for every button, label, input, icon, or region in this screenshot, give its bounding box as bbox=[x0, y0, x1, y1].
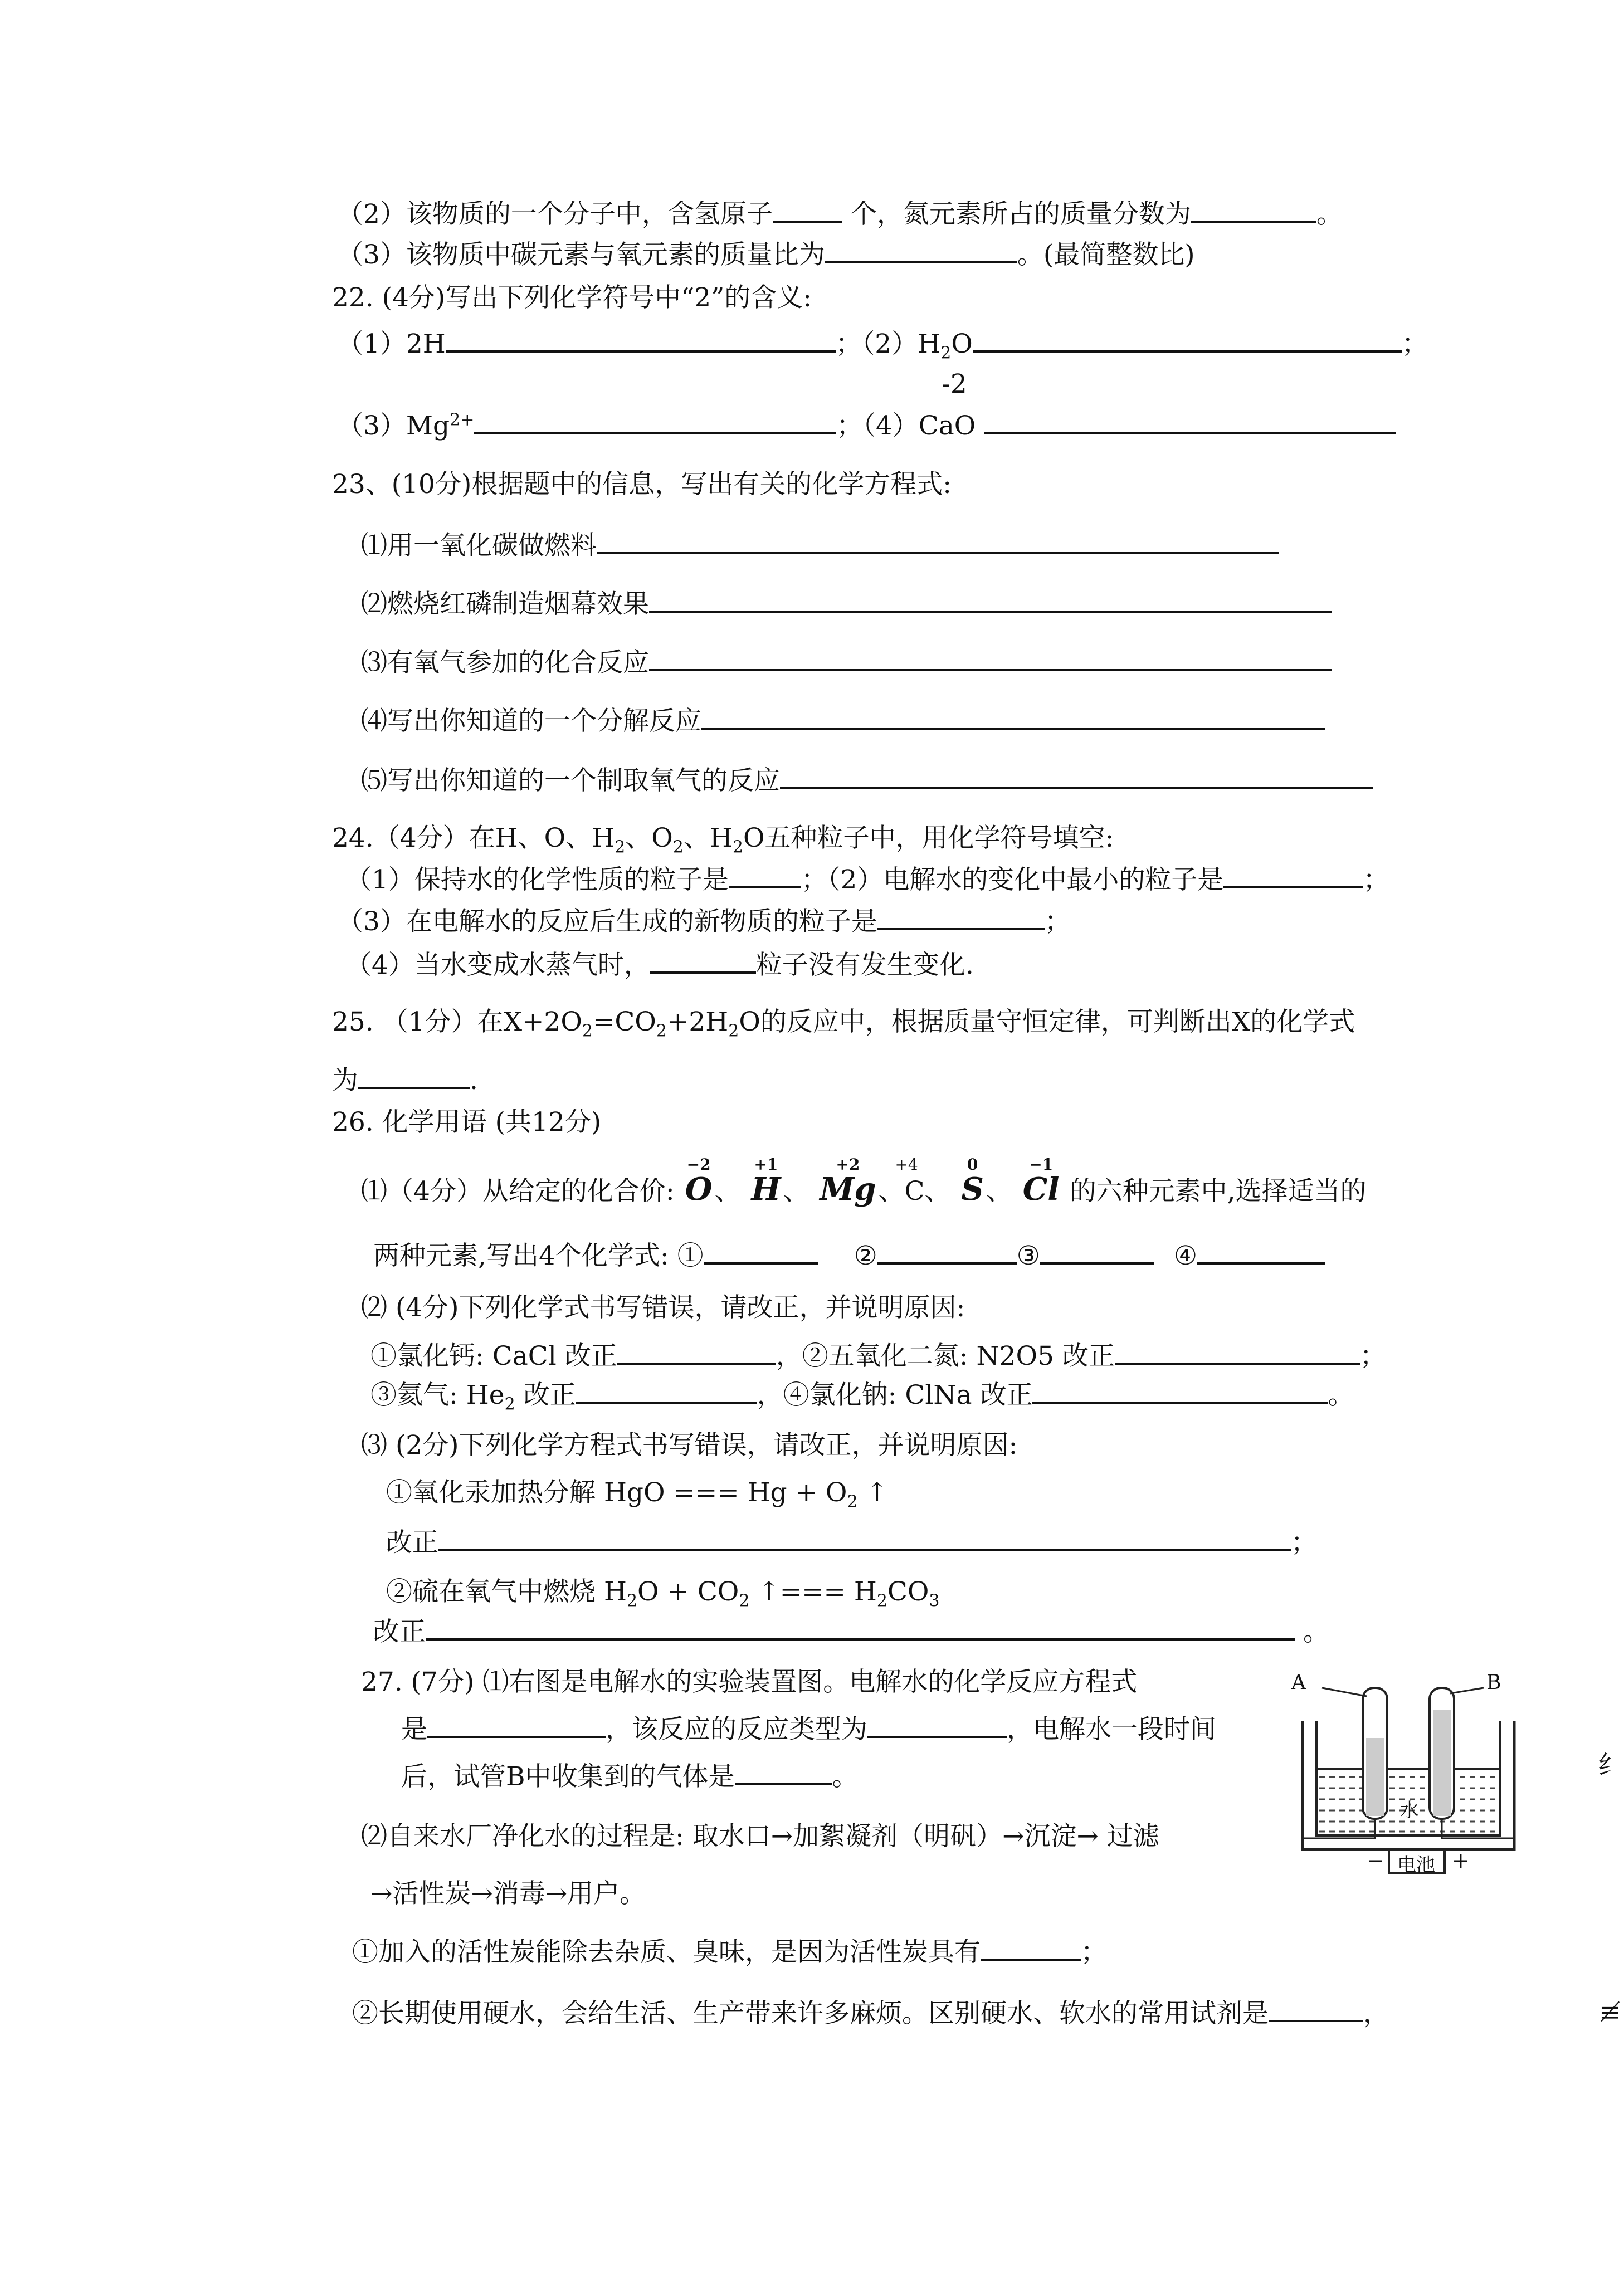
answer-blank[interactable] bbox=[701, 705, 1325, 730]
answer-blank[interactable] bbox=[825, 239, 1017, 263]
q26-part2-line1: ①氯化钙: CaCl 改正 ，②五氧化二氮: N2O5 改正 ； bbox=[370, 1341, 1386, 1371]
answer-blank[interactable] bbox=[426, 1616, 1295, 1641]
answer-blank[interactable] bbox=[474, 410, 836, 434]
edge-fragment: ≢ bbox=[1599, 1997, 1621, 2028]
carbon-valence: +4 、C、 bbox=[878, 1155, 951, 1207]
answer-blank[interactable] bbox=[597, 530, 1279, 554]
q26-fix2: 改正 。 bbox=[373, 1617, 1329, 1647]
answer-blank[interactable] bbox=[1040, 1240, 1154, 1265]
valence-element: −1 Cl bbox=[1022, 1155, 1060, 1208]
q26-part1-line2: 两种元素,写出4个化学式: ① ② ③ ④ bbox=[373, 1239, 1325, 1273]
answer-blank[interactable] bbox=[650, 949, 756, 974]
water-label: 水 bbox=[1400, 1799, 1419, 1822]
q26-equation2: ②硫在氧气中燃烧 $H_2O + CO_2$ ↑=== $H_2CO_3$ bbox=[386, 1576, 940, 1611]
q24-line3: （4）当水变成水蒸气时， 粒子没有发生变化. bbox=[345, 950, 974, 980]
tube-b-label: B bbox=[1486, 1671, 1501, 1694]
answer-blank[interactable] bbox=[427, 1713, 606, 1738]
q27-line6: ①加入的活性炭能除去杂质、臭味，是因为活性炭具有 ； bbox=[352, 1937, 1107, 1967]
valence-mark: -2 bbox=[942, 369, 967, 399]
valence-element: 0 S bbox=[961, 1155, 984, 1208]
q26-part1-line1: ⑴（4分）从给定的化合价: −2 O、 +1 H、 +2 Mg +4 、C、 0 S、 −1 Cl 的六种元素中,选择适当的 bbox=[361, 1155, 1367, 1208]
edge-fragment: 纟 bbox=[1598, 1750, 1624, 1781]
q24-line2: （3）在电解水的反应后生成的新物质的粒子是 ； bbox=[337, 906, 1071, 937]
answer-blank[interactable] bbox=[438, 1527, 1291, 1551]
answer-blank[interactable] bbox=[984, 410, 1396, 434]
battery-label: 电池 bbox=[1397, 1854, 1435, 1876]
q23-item-3: ⑶有氧气参加的化合反应 bbox=[361, 646, 1332, 680]
q24-line1: （1）保持水的化学性质的粒子是 ；（2）电解水的变化中最小的粒子是 ； bbox=[345, 865, 1389, 895]
answer-blank[interactable] bbox=[617, 1340, 776, 1365]
q26-equation1: ①氧化汞加热分解 HgO === $Hg + O_2$ ↑ bbox=[386, 1477, 888, 1512]
tube-a-label: A bbox=[1291, 1671, 1306, 1694]
answer-blank[interactable] bbox=[981, 1936, 1081, 1961]
answer-blank[interactable] bbox=[649, 647, 1332, 671]
q22-title: 22. (4分)写出下列化学符号中“2”的含义: bbox=[332, 282, 812, 313]
answer-blank[interactable] bbox=[1032, 1379, 1328, 1404]
answer-blank[interactable] bbox=[973, 328, 1402, 353]
answer-blank[interactable] bbox=[780, 765, 1373, 789]
answer-blank[interactable] bbox=[358, 1065, 470, 1089]
q27-line5: →活性炭→消毒→用户。 bbox=[370, 1878, 646, 1909]
q25-line1: 25. （1分）在$X+2O_2=CO_2+2H_2O$的反应中，根据质量守恒定律，可判断出X的化学式 bbox=[332, 1007, 1355, 1041]
q21-part2: （2）该物质的一个分子中，含氢原子 个，氮元素所占的质量分数为 。 bbox=[337, 199, 1343, 230]
q23-item-5: ⑸写出你知道的一个制取氧气的反应 bbox=[361, 764, 1373, 798]
negative-terminal: − bbox=[1367, 1848, 1384, 1873]
answer-blank[interactable] bbox=[735, 1761, 832, 1785]
q26-title: 26. 化学用语 (共12分) bbox=[332, 1107, 602, 1137]
answer-blank[interactable] bbox=[877, 906, 1045, 930]
answer-blank[interactable] bbox=[1115, 1340, 1360, 1365]
valence-element: −2 O bbox=[685, 1155, 713, 1208]
q27-line4: ⑵自来水厂净化水的过程是: 取水口→加絮凝剂（明矾）→沉淀→ 过滤 bbox=[361, 1821, 1159, 1852]
answer-blank[interactable] bbox=[1269, 1998, 1363, 2022]
answer-blank[interactable] bbox=[773, 198, 842, 223]
answer-blank[interactable] bbox=[704, 1240, 818, 1265]
q22-line1: （1）2H ；$(2)H_2O$ ； bbox=[337, 329, 1428, 363]
q26-part2-line2: ③氦气: $He_2$ 改正 ，④氯化钠: ClNa 改正 。 bbox=[370, 1380, 1354, 1414]
valence-element: +2 Mg bbox=[820, 1155, 876, 1208]
answer-blank[interactable] bbox=[867, 1713, 1007, 1738]
q21-part3: （3）该物质中碳元素与氧元素的质量比为 。(最简整数比) bbox=[337, 240, 1195, 270]
q27-line7: ②长期使用硬水，会给生活、生产带来许多麻烦。区别硬水、软水的常用试剂是 ， bbox=[352, 1998, 1389, 2029]
q26-part3-title: ⑶ (2分)下列化学方程式书写错误，请改正，并说明原因: bbox=[361, 1430, 1018, 1461]
q25-line2: 为 . bbox=[332, 1065, 478, 1096]
q23-title: 23、(10分)根据题中的信息，写出有关的化学方程式: bbox=[332, 469, 952, 500]
answer-blank[interactable] bbox=[1197, 1240, 1325, 1265]
answer-blank[interactable] bbox=[877, 1240, 1017, 1265]
q26-fix1: 改正 ； bbox=[386, 1527, 1317, 1558]
answer-blank[interactable] bbox=[1191, 198, 1316, 223]
positive-terminal: + bbox=[1452, 1848, 1470, 1873]
q23-item-4: ⑷写出你知道的一个分解反应 bbox=[361, 705, 1325, 738]
answer-blank[interactable] bbox=[729, 864, 801, 888]
q22-line2: $(3)Mg^{2+}$ ；（4）CaO bbox=[337, 409, 1396, 443]
q27-line1: 27. (7分) ⑴右图是电解水的实验装置图。电解水的化学反应方程式 bbox=[361, 1667, 1138, 1697]
electrolysis-apparatus-illustration bbox=[1291, 1671, 1537, 1877]
q27-line2: 是 ，该反应的反应类型为 ，电解水一段时间 bbox=[401, 1714, 1216, 1745]
answer-blank[interactable] bbox=[576, 1379, 757, 1404]
q23-item-1: ⑴用一氧化碳做燃料 bbox=[361, 529, 1279, 563]
answer-blank[interactable] bbox=[649, 588, 1332, 613]
q27-line3: 后，试管B中收集到的气体是 。 bbox=[401, 1761, 859, 1792]
electrolysis-diagram bbox=[1291, 1671, 1537, 1877]
answer-blank[interactable] bbox=[1223, 864, 1363, 888]
answer-blank[interactable] bbox=[446, 328, 836, 353]
q23-item-2: ⑵燃烧红磷制造烟幕效果 bbox=[361, 588, 1332, 621]
q26-part2-title: ⑵ (4分)下列化学式书写错误，请改正，并说明原因: bbox=[361, 1292, 965, 1323]
valence-element: +1 H bbox=[751, 1155, 781, 1208]
q24-title: 24.（4分）在H、O、$H_2$、$O_2$、$H_2O$五种粒子中，用化学符号填空: bbox=[332, 823, 1114, 857]
